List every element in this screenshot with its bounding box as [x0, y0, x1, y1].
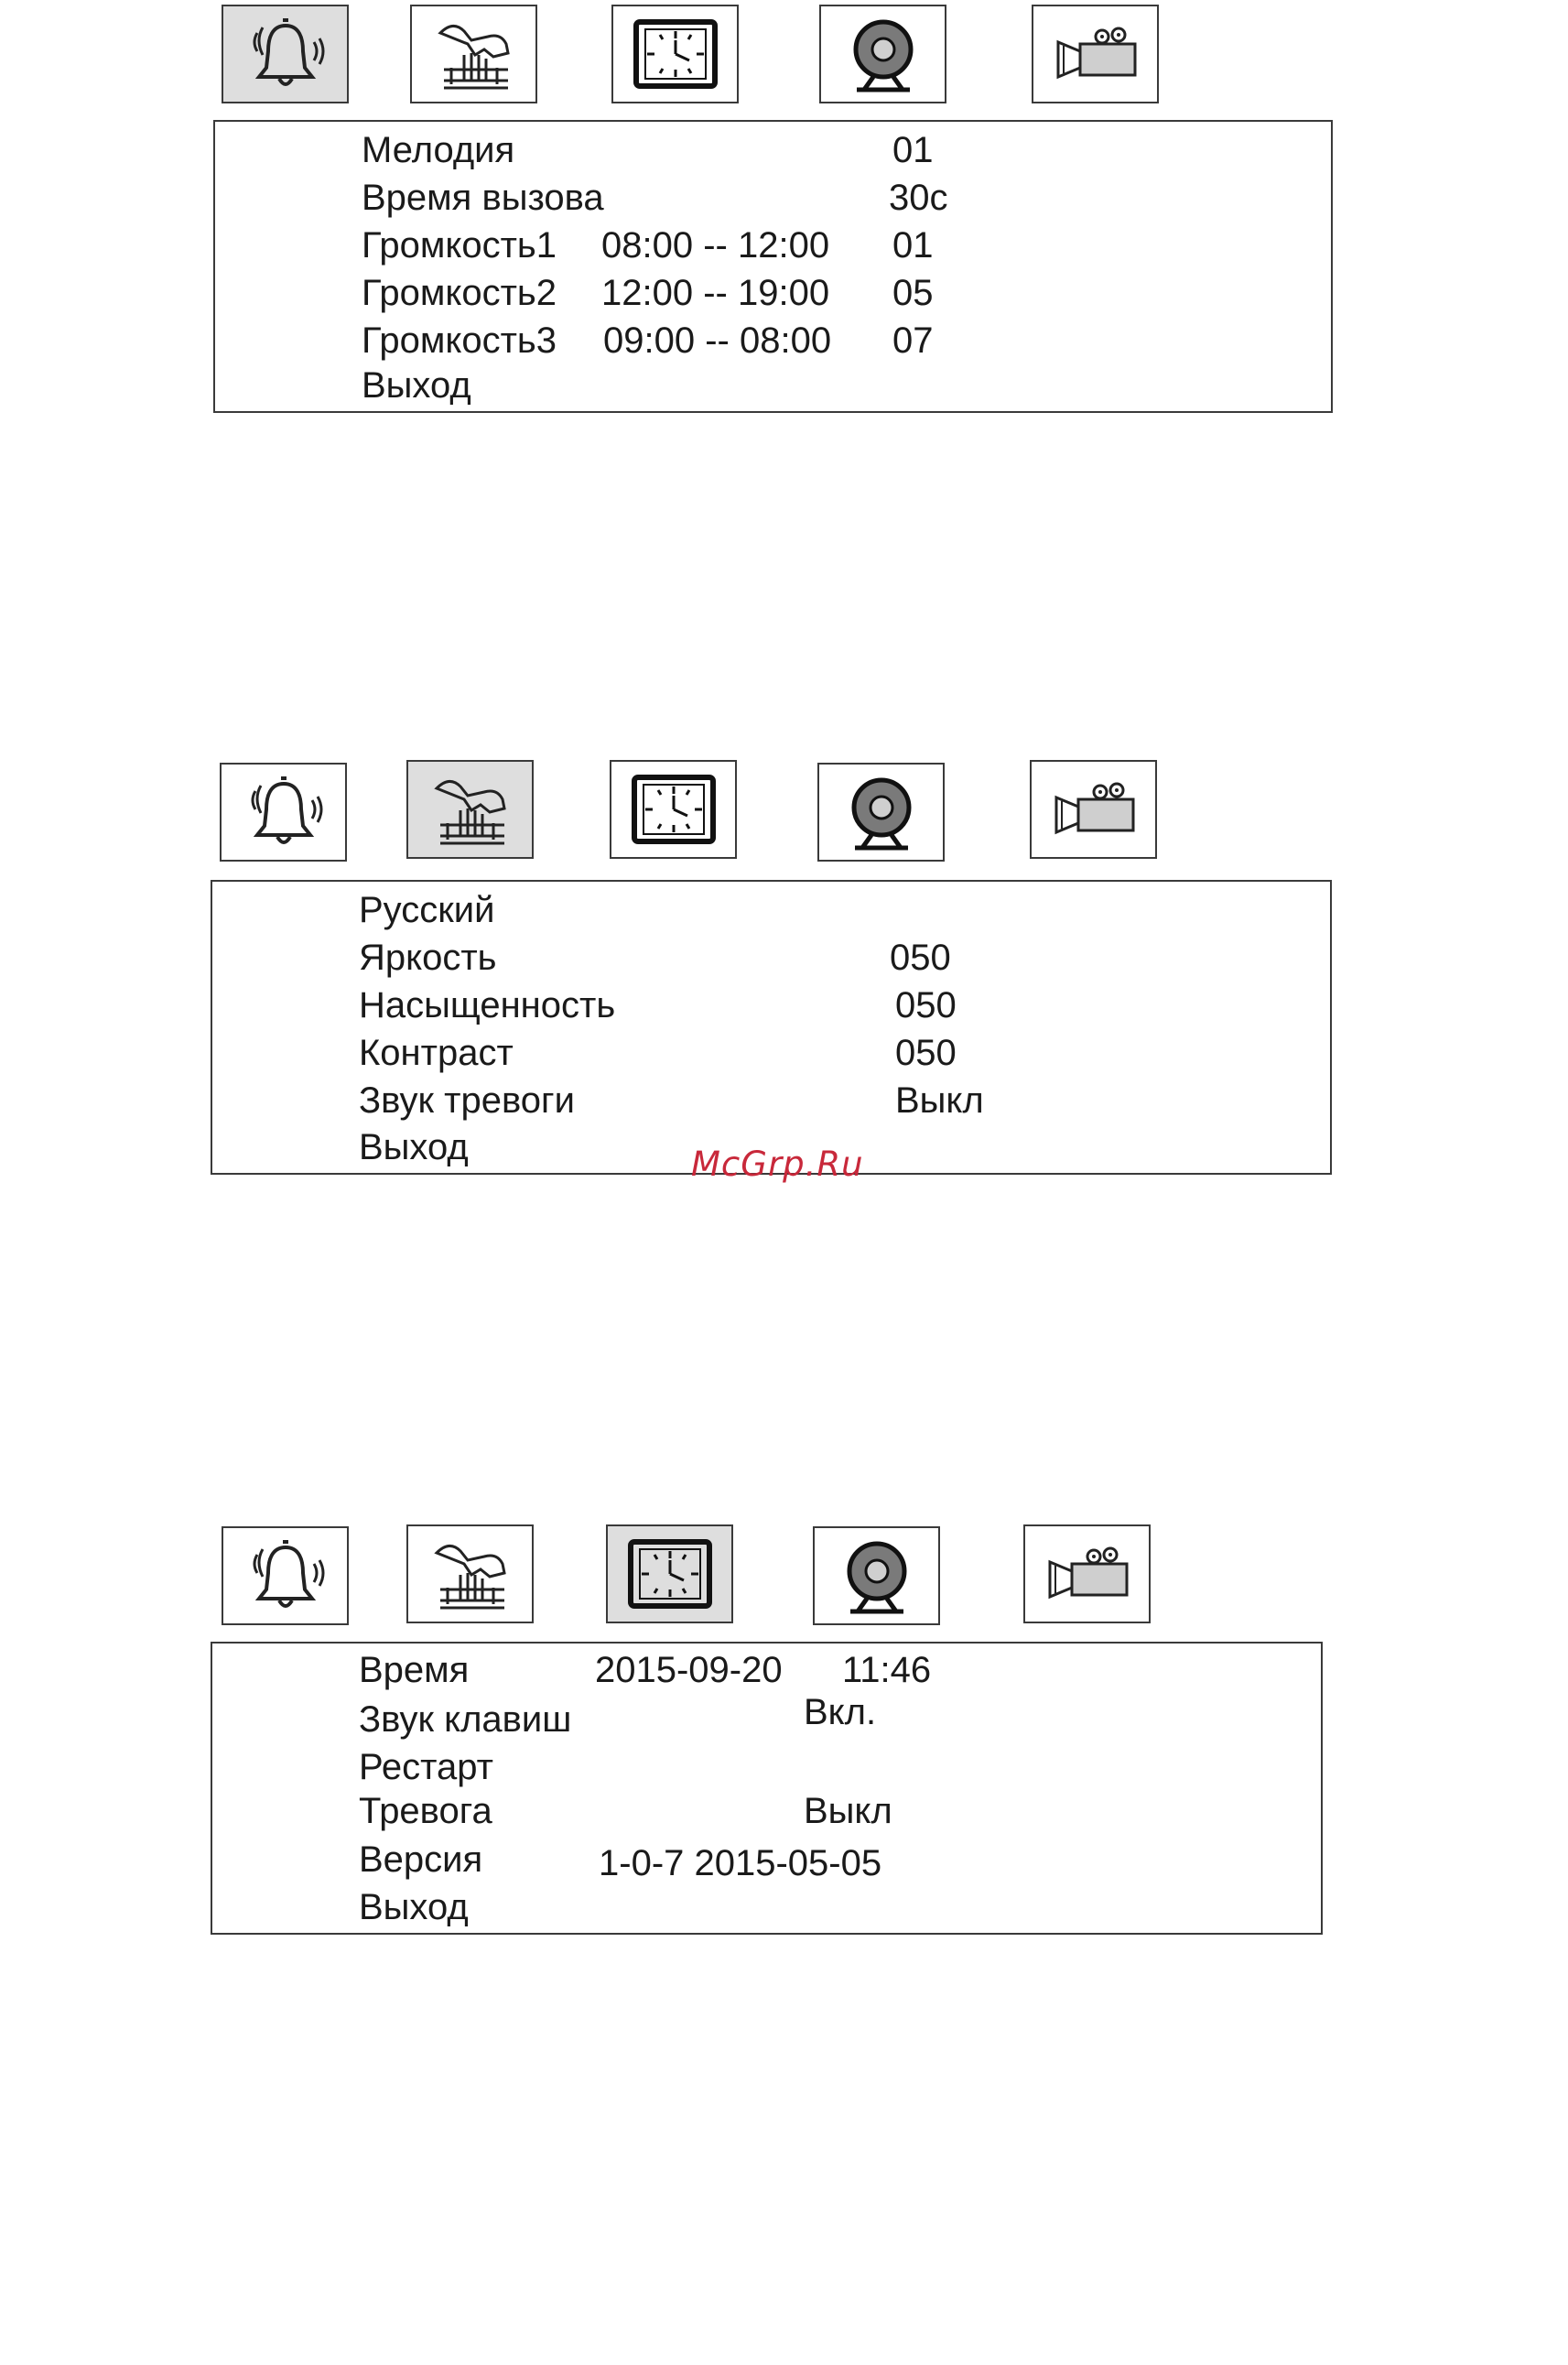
item-value: 07	[892, 320, 934, 361]
display-settings-icon	[424, 13, 524, 95]
tab-ring[interactable]	[220, 763, 347, 862]
item-label: Время	[359, 1650, 470, 1690]
item-value: 1-0-7 2015-05-05	[599, 1843, 882, 1883]
tab-camera[interactable]	[819, 5, 946, 103]
item-value: 05	[892, 273, 934, 313]
item-value: 01	[892, 130, 934, 170]
tab-time[interactable]	[611, 5, 739, 103]
tab-camera[interactable]	[813, 1526, 940, 1625]
item-value: 050	[895, 1033, 957, 1073]
tab-display[interactable]	[406, 760, 534, 859]
item-label: Русский	[359, 890, 495, 930]
item-label: Громкость1	[362, 225, 557, 266]
item-label: Версия	[359, 1839, 483, 1880]
item-label: Громкость2	[362, 273, 557, 313]
tab-record[interactable]	[1023, 1524, 1151, 1623]
bell-icon	[235, 13, 336, 95]
item-date: 2015-09-20	[595, 1650, 783, 1690]
video-camera-icon	[1037, 1533, 1138, 1615]
tab-record[interactable]	[1030, 760, 1157, 859]
tab-time[interactable]	[606, 1524, 733, 1623]
item-label: Время вызова	[362, 178, 604, 218]
tab-display[interactable]	[406, 1524, 534, 1623]
item-label: Мелодия	[362, 130, 515, 170]
item-value: Вкл.	[804, 1692, 877, 1732]
item-label: Звук клавиш	[359, 1699, 572, 1740]
item-label: Яркость	[359, 938, 497, 978]
tab-ring[interactable]	[222, 1526, 349, 1625]
bell-icon	[233, 771, 334, 853]
tab-time[interactable]	[610, 760, 737, 859]
camera-dome-icon	[827, 1535, 927, 1617]
item-value: 050	[890, 938, 951, 978]
item-label: Рестарт	[359, 1747, 493, 1787]
item-value: Выкл	[804, 1791, 892, 1831]
clock-icon	[623, 768, 724, 851]
watermark: McGrp.Ru	[691, 1145, 864, 1184]
menu-panel	[213, 120, 1333, 413]
item-label: Насыщенность	[359, 985, 616, 1025]
item-range: 09:00 -- 08:00	[603, 320, 832, 361]
item-label: Выход	[359, 1887, 469, 1927]
menu-panel	[211, 1642, 1323, 1935]
item-range: 12:00 -- 19:00	[601, 273, 830, 313]
item-value: 01	[892, 225, 934, 266]
camera-dome-icon	[833, 13, 934, 95]
item-label: Тревога	[359, 1791, 492, 1831]
menu-panel	[211, 880, 1332, 1175]
item-label: Выход	[359, 1127, 469, 1167]
clock-icon	[625, 13, 726, 95]
display-settings-icon	[420, 1533, 521, 1615]
item-value: Выкл	[895, 1080, 984, 1121]
item-label: Звук тревоги	[359, 1080, 575, 1121]
item-label: Контраст	[359, 1033, 514, 1073]
tab-camera[interactable]	[817, 763, 945, 862]
item-label: Выход	[362, 365, 471, 406]
display-settings-icon	[420, 768, 521, 851]
camera-dome-icon	[831, 771, 932, 853]
item-value: 30с	[889, 178, 948, 218]
clock-icon	[620, 1533, 720, 1615]
bell-icon	[235, 1535, 336, 1617]
tab-ring[interactable]	[222, 5, 349, 103]
video-camera-icon	[1044, 768, 1144, 851]
item-label: Громкость3	[362, 320, 557, 361]
video-camera-icon	[1045, 13, 1146, 95]
item-value: 050	[895, 985, 957, 1025]
item-time: 11:46	[842, 1650, 932, 1690]
tab-record[interactable]	[1032, 5, 1159, 103]
item-range: 08:00 -- 12:00	[601, 225, 830, 266]
tab-display[interactable]	[410, 5, 537, 103]
